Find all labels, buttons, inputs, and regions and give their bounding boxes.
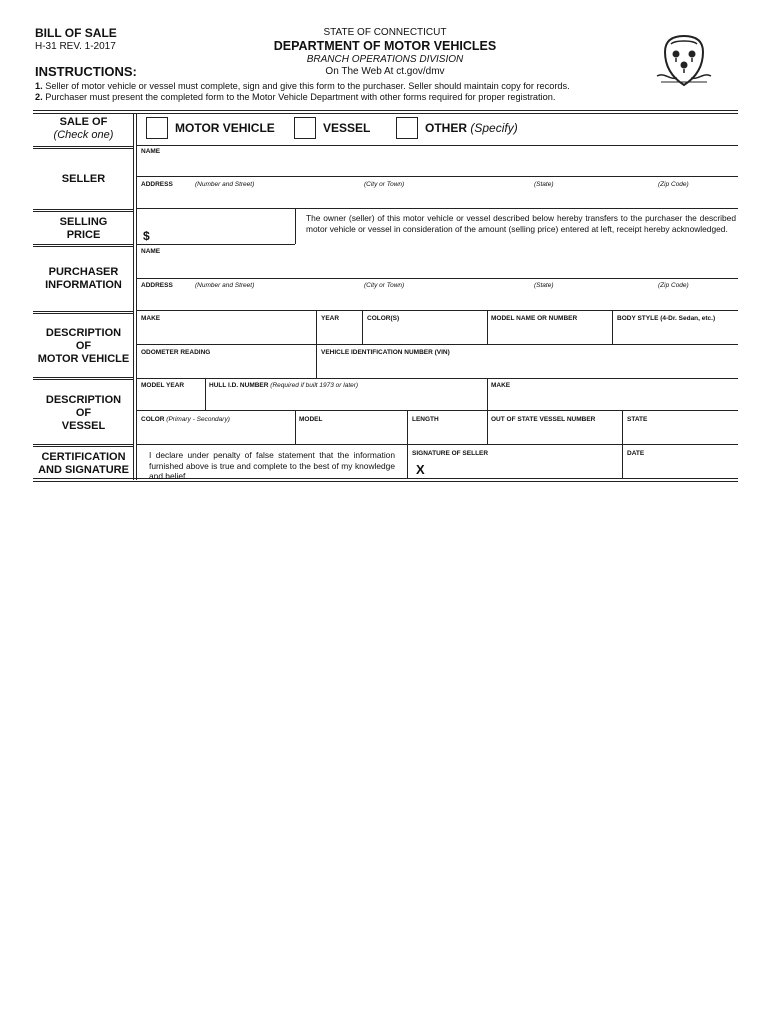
vessel-model-year-field[interactable] (138, 390, 204, 409)
row-line-purchaser-address (137, 310, 738, 311)
mv-label-line3: MOTOR VEHICLE (37, 353, 130, 365)
seller-street-hint: (Number and Street) (195, 181, 255, 188)
row-line-price (137, 244, 295, 245)
mv-odometer-caption: ODOMETER READING (141, 349, 211, 356)
mv-year-divider (362, 310, 363, 344)
sale-of-label: SALE OF (59, 116, 108, 128)
label-sep-2b (33, 211, 134, 212)
selling-price-label-line2: PRICE (66, 229, 101, 241)
seller-state-hint: (State) (534, 181, 554, 188)
row-line-seller-address (137, 208, 738, 209)
vessel-length-caption: LENGTH (412, 416, 439, 423)
other-option (425, 121, 518, 135)
department-name: DEPARTMENT OF MOTOR VEHICLES (273, 39, 497, 53)
motor-vehicle-option-label: MOTOR VEHICLE (175, 121, 275, 135)
vessel-state-field[interactable] (624, 424, 736, 443)
sale-of-sublabel: (Check one) (53, 129, 114, 141)
motor-vehicle-checkbox[interactable] (146, 117, 168, 139)
vessel-hull-field[interactable] (207, 390, 486, 409)
seller-name-field[interactable] (138, 156, 736, 175)
mv-year-caption: YEAR (321, 315, 340, 322)
mv-colors-caption: COLOR(S) (367, 315, 400, 322)
transfer-statement: The owner (seller) of this motor vehicle or vessel described below hereby transfers to the purchaser the described motor vehicle or vessel in consideration of the amount (selling price) entered at left, receipt hereby acknowledged. (306, 213, 736, 234)
vessel-model-caption: MODEL (299, 416, 323, 423)
vessel-model-divider (407, 410, 408, 478)
instructions-heading: INSTRUCTIONS: (35, 64, 137, 79)
state-seal-icon (655, 32, 713, 90)
certification-label-line1: CERTIFICATION (41, 451, 126, 463)
purchaser-street-hint: (Number and Street) (195, 282, 255, 289)
label-sep-6 (33, 444, 134, 445)
vessel-label-line3: VESSEL (61, 420, 106, 432)
mv-colors-field[interactable] (364, 323, 486, 343)
vessel-oos-divider (622, 410, 623, 478)
certification-label (33, 451, 134, 477)
other-option-label: OTHER (425, 121, 467, 135)
vessel-hull-note: (Required if built 1973 or later) (270, 382, 359, 389)
instruction-2-text: Purchaser must present the completed form to the Motor Vehicle Department with other forms required for proper registration. (45, 92, 556, 102)
vessel-length-divider (487, 410, 488, 444)
instruction-1 (35, 81, 570, 91)
motor-vehicle-description-label (33, 327, 134, 366)
vessel-model-field[interactable] (297, 424, 406, 443)
row-line-mv-2 (137, 378, 738, 379)
state-name: STATE OF CONNECTICUT (323, 27, 447, 38)
mv-odometer-field[interactable] (138, 357, 314, 377)
date-caption: DATE (627, 450, 645, 457)
mv-model-caption: MODEL NAME OR NUMBER (491, 315, 578, 322)
vessel-color-caption-text: COLOR (141, 416, 165, 423)
vessel-checkbox[interactable] (294, 117, 316, 139)
row-line-purchaser-name (137, 278, 738, 279)
currency-symbol: $ (143, 229, 150, 243)
vessel-color-divider (295, 410, 296, 444)
mv-label-line1: DESCRIPTION (45, 327, 122, 339)
vessel-model-year-caption: MODEL YEAR (141, 382, 185, 389)
vessel-option-label: VESSEL (323, 121, 371, 135)
mv-model-field[interactable] (489, 323, 611, 343)
purchaser-address-caption: ADDRESS (141, 282, 173, 289)
label-column-divider-inner (136, 113, 137, 480)
seller-name-caption: NAME (141, 148, 161, 155)
row-line-sale (137, 145, 738, 146)
seller-city-hint: (City or Town) (364, 181, 405, 188)
mv-vin-caption: VEHICLE IDENTIFICATION NUMBER (VIN) (321, 349, 450, 356)
price-divider (295, 209, 296, 244)
purchaser-name-field[interactable] (138, 256, 736, 277)
vessel-color-note: (Primary - Secondary) (166, 416, 230, 423)
label-sep-1b (33, 148, 134, 149)
label-sep-6b (33, 446, 134, 447)
vessel-hull-caption-text: HULL I.D. NUMBER (209, 382, 269, 389)
seller-zip-hint: (Zip Code) (658, 181, 689, 188)
vessel-state-caption: STATE (627, 416, 648, 423)
vessel-length-field[interactable] (409, 424, 486, 443)
selling-price-label (33, 216, 134, 242)
purchaser-city-hint: (City or Town) (364, 282, 405, 289)
purchaser-state-hint: (State) (534, 282, 554, 289)
mv-color-divider (487, 310, 488, 344)
other-specify-field[interactable] (520, 118, 735, 142)
purchaser-zip-hint: (Zip Code) (658, 282, 689, 289)
purchaser-name-caption: NAME (141, 248, 161, 255)
vessel-hull-divider (487, 378, 488, 410)
web-address: On The Web At ct.gov/dmv (325, 66, 445, 77)
vessel-oos-number-caption: OUT OF STATE VESSEL NUMBER (491, 416, 596, 423)
selling-price-label-line1: SELLING (59, 216, 108, 228)
seller-address-field[interactable] (138, 190, 736, 207)
row-line-vessel-1 (137, 410, 738, 411)
row-line-seller-name (137, 176, 738, 177)
purchaser-label (33, 266, 134, 292)
date-field[interactable] (624, 458, 736, 477)
label-sep-3 (33, 244, 134, 245)
division-name: BRANCH OPERATIONS DIVISION (306, 54, 464, 65)
row-line-mv-1 (137, 344, 738, 345)
label-sep-4 (33, 311, 134, 312)
mv-body-style-field[interactable] (614, 323, 736, 343)
vessel-make-caption: MAKE (491, 382, 511, 389)
label-sep-4b (33, 313, 134, 314)
other-specify-hint: (Specify) (470, 121, 518, 135)
purchaser-label-line2: INFORMATION (45, 279, 122, 291)
certification-statement: I declare under penalty of false statement that the information furnished above is true and complete to the best of my knowledge and belief. (149, 450, 395, 481)
vessel-label-line2: OF (75, 407, 92, 419)
row-line-vessel-2 (137, 444, 738, 445)
label-sep-2 (33, 209, 134, 210)
instruction-2 (35, 92, 555, 102)
mv-label-line2: OF (75, 340, 92, 352)
vessel-oos-number-field[interactable] (489, 424, 621, 443)
form-number: H-31 REV. 1-2017 (35, 41, 116, 52)
instruction-1-number: 1. (35, 81, 43, 91)
label-sep-5b (33, 379, 134, 380)
mv-vin-field[interactable] (318, 357, 736, 377)
seller-address-caption: ADDRESS (141, 181, 173, 188)
vessel-color-caption (141, 416, 230, 423)
instruction-1-text: Seller of motor vehicle or vessel must complete, sign and give this form to the purchaser. Seller should maintain copy for records. (45, 81, 570, 91)
label-sep-1 (33, 146, 134, 147)
seller-signature-caption: SIGNATURE OF SELLER (412, 450, 489, 457)
vessel-year-divider (205, 378, 206, 410)
label-sep-3b (33, 246, 134, 247)
form-title: BILL OF SALE (35, 26, 117, 40)
mv-body-style-caption: BODY STYLE (4-Dr. Sedan, etc.) (617, 315, 716, 322)
mv-year-field[interactable] (318, 323, 361, 343)
form-top-border-inner (33, 113, 738, 114)
purchaser-label-line1: PURCHASER (48, 266, 119, 278)
vessel-label-line1: DESCRIPTION (45, 394, 122, 406)
mv-make-field[interactable] (138, 323, 314, 343)
vessel-description-label (33, 394, 134, 433)
vessel-hull-caption (209, 382, 358, 389)
seller-signature-field[interactable] (430, 458, 620, 477)
mv-make-caption: MAKE (141, 315, 161, 322)
label-sep-5 (33, 377, 134, 378)
vessel-make-field[interactable] (489, 390, 736, 409)
instruction-2-number: 2. (35, 92, 43, 102)
mv-make-divider (316, 310, 317, 378)
other-checkbox[interactable] (396, 117, 418, 139)
vessel-color-field[interactable] (138, 424, 294, 443)
certification-label-line2: AND SIGNATURE (38, 464, 129, 476)
mv-model-divider (612, 310, 613, 344)
purchaser-address-field[interactable] (138, 291, 736, 309)
selling-price-field[interactable] (155, 212, 293, 243)
form-top-border (33, 110, 738, 111)
seller-label: SELLER (61, 173, 106, 185)
signature-x-mark: X (416, 462, 425, 477)
